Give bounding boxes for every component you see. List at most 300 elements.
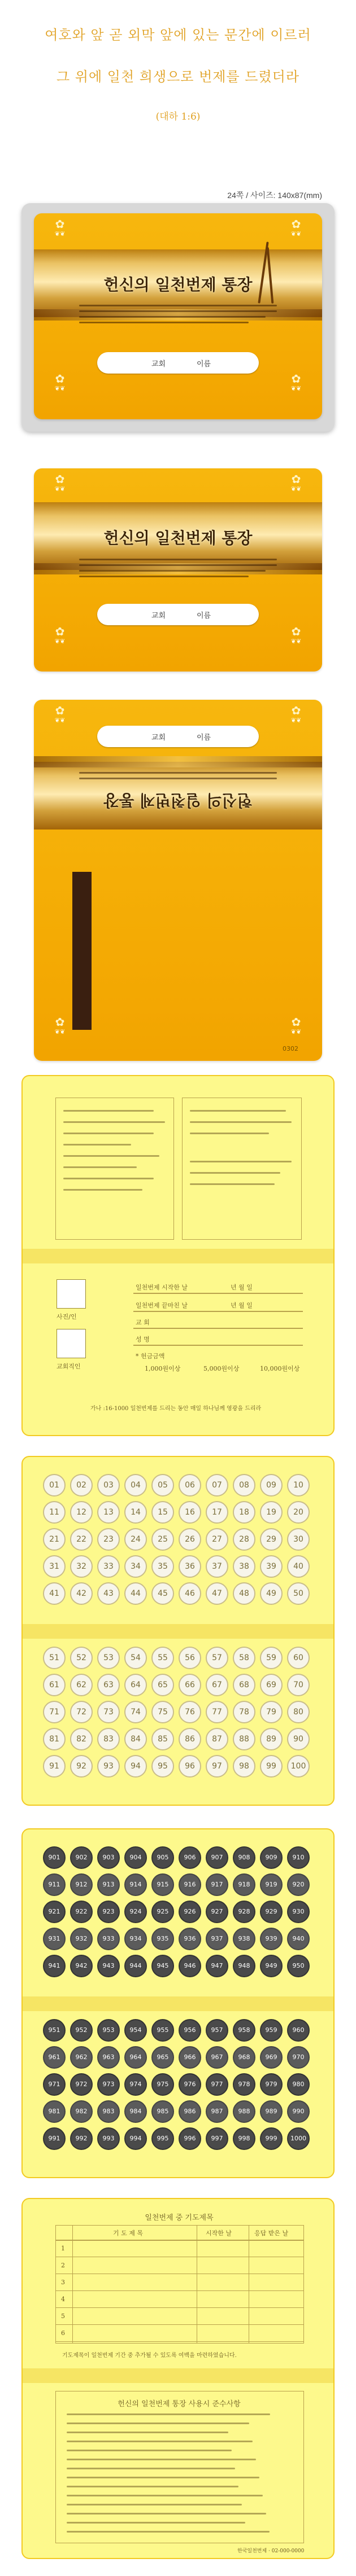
number-circle[interactable]: 100 — [287, 1755, 310, 1778]
number-circle[interactable]: 27 — [206, 1528, 228, 1551]
corner-ornament-icon: ✿ ❦❦ — [290, 472, 302, 493]
number-circle[interactable]: 90 — [287, 1728, 310, 1750]
number-circle[interactable]: 918 — [233, 1873, 255, 1896]
number-circle[interactable]: 986 — [179, 2100, 201, 2123]
number-circle[interactable]: 24 — [124, 1528, 147, 1551]
number-circle[interactable]: 11 — [43, 1501, 66, 1524]
number-circle[interactable]: 915 — [151, 1873, 174, 1896]
number-circle[interactable]: 26 — [179, 1528, 201, 1551]
number-circle[interactable]: 94 — [124, 1755, 147, 1778]
number-circle[interactable]: 32 — [70, 1555, 93, 1578]
number-circle[interactable]: 03 — [97, 1474, 120, 1497]
number-circle[interactable]: 954 — [124, 2019, 147, 2042]
number-circle[interactable]: 901 — [43, 1846, 66, 1869]
number-circle[interactable]: 973 — [97, 2073, 120, 2096]
number-circle[interactable]: 54 — [124, 1647, 147, 1669]
number-circle[interactable]: 983 — [97, 2100, 120, 2123]
number-circle[interactable]: 991 — [43, 2127, 66, 2150]
spec-label: 24쪽 / 사이즈: 140x87(mm) — [227, 191, 322, 200]
number-circle[interactable]: 98 — [233, 1755, 255, 1778]
number-circle[interactable]: 31 — [43, 1555, 66, 1578]
number-circle[interactable]: 946 — [179, 1955, 201, 1977]
number-circle[interactable]: 28 — [233, 1528, 255, 1551]
number-circle[interactable]: 947 — [206, 1955, 228, 1977]
number-circle[interactable]: 940 — [287, 1928, 310, 1950]
inner-fold — [23, 1249, 333, 1263]
corner-ornament-icon: ✿ ❦❦ — [290, 625, 302, 645]
corner-ornament-icon: ✿ ❦❦ — [290, 1015, 302, 1035]
number-circle[interactable]: 919 — [260, 1873, 283, 1896]
name-label: 이름 — [197, 612, 211, 620]
cover-title: 헌신의 일천번제 통장 — [103, 275, 253, 294]
church-label: 교회 — [151, 734, 166, 742]
number-circle[interactable]: 938 — [233, 1928, 255, 1950]
number-circle[interactable]: 39 — [260, 1555, 283, 1578]
number-circle[interactable]: 75 — [151, 1701, 174, 1723]
number-circle[interactable]: 01 — [43, 1474, 66, 1497]
number-circle[interactable]: 990 — [287, 2100, 310, 2123]
number-circle[interactable]: 931 — [43, 1928, 66, 1950]
number-circle[interactable]: 34 — [124, 1555, 147, 1578]
number-circle[interactable]: 909 — [260, 1846, 283, 1869]
rules-text-line — [67, 2413, 270, 2415]
inner-fold — [23, 1996, 333, 2011]
number-circle[interactable]: 56 — [179, 1647, 201, 1669]
number-circle[interactable]: 920 — [287, 1873, 310, 1896]
number-circle[interactable]: 948 — [233, 1955, 255, 1977]
rules-title: 헌신의 일천번제 통장 사용시 준수사항 — [118, 2400, 241, 2408]
number-circle[interactable]: 923 — [97, 1901, 120, 1923]
prayer-note: 기도제목이 일천번제 기간 중 추가될 수 있도록 여백을 마련하였습니다. — [62, 2353, 237, 2359]
number-circle[interactable]: 37 — [206, 1555, 228, 1578]
inner-fold — [23, 2368, 333, 2383]
number-circle[interactable]: 943 — [97, 1955, 120, 1977]
options-label: * 헌금금액 — [136, 1353, 165, 1360]
number-circle[interactable]: 35 — [151, 1555, 174, 1578]
number-circle[interactable]: 86 — [179, 1728, 201, 1750]
number-circle[interactable]: 956 — [179, 2019, 201, 2042]
number-circle[interactable]: 19 — [260, 1501, 283, 1524]
number-circle[interactable]: 906 — [179, 1846, 201, 1869]
rules-text-line — [67, 2459, 256, 2460]
verse-line-2: 그 위에 일천 희생으로 번제를 드렸더라 — [56, 69, 300, 85]
number-circle[interactable]: 976 — [179, 2073, 201, 2096]
number-circle[interactable]: 933 — [97, 1928, 120, 1950]
prayer-page — [21, 2198, 335, 2559]
text-line — [63, 1155, 159, 1157]
row-line — [133, 1328, 303, 1329]
number-circle[interactable]: 965 — [151, 2046, 174, 2069]
number-circle[interactable]: 95 — [151, 1755, 174, 1778]
corner-ornament-icon: ✿ ❦❦ — [54, 372, 66, 392]
number-circle[interactable]: 53 — [97, 1647, 120, 1669]
number-circle[interactable]: 972 — [70, 2073, 93, 2096]
number-circle[interactable]: 22 — [70, 1528, 93, 1551]
number-circle[interactable]: 998 — [233, 2127, 255, 2150]
row-line — [133, 1311, 303, 1312]
number-circle[interactable]: 971 — [43, 2073, 66, 2096]
number-circle[interactable]: 68 — [233, 1674, 255, 1696]
number-circle[interactable]: 44 — [124, 1582, 147, 1605]
number-circle[interactable]: 992 — [70, 2127, 93, 2150]
text-line — [63, 1166, 137, 1168]
number-circle[interactable]: 913 — [97, 1873, 120, 1896]
number-circle[interactable]: 57 — [206, 1647, 228, 1669]
number-circle[interactable]: 60 — [287, 1647, 310, 1669]
number-circle[interactable]: 932 — [70, 1928, 93, 1950]
number-circle[interactable]: 955 — [151, 2019, 174, 2042]
number-circle[interactable]: 09 — [260, 1474, 283, 1497]
number-circle[interactable]: 93 — [97, 1755, 120, 1778]
number-circle[interactable]: 928 — [233, 1901, 255, 1923]
text-line — [190, 1183, 275, 1185]
number-circle[interactable]: 62 — [70, 1674, 93, 1696]
row-line — [55, 2341, 304, 2342]
number-circle[interactable]: 73 — [97, 1701, 120, 1723]
number-circle[interactable]: 25 — [151, 1528, 174, 1551]
number-circle[interactable]: 1000 — [287, 2127, 310, 2150]
number-circle[interactable]: 12 — [70, 1501, 93, 1524]
number-circle[interactable]: 65 — [151, 1674, 174, 1696]
number-circle[interactable]: 911 — [43, 1873, 66, 1896]
number-circle[interactable]: 942 — [70, 1955, 93, 1977]
row-line — [133, 1293, 303, 1294]
col-divider — [72, 2225, 73, 2344]
number-circle[interactable]: 02 — [70, 1474, 93, 1497]
number-circle[interactable]: 981 — [43, 2100, 66, 2123]
rules-text-line — [67, 2486, 238, 2487]
number-circle[interactable]: 61 — [43, 1674, 66, 1696]
number-circle[interactable]: 71 — [43, 1701, 66, 1723]
number-circle[interactable]: 70 — [287, 1674, 310, 1696]
prayer-table-title: 일천번제 중 기도제목 — [145, 2214, 214, 2222]
number-circle[interactable]: 89 — [260, 1728, 283, 1750]
number-circle[interactable]: 36 — [179, 1555, 201, 1578]
text-line — [190, 1161, 292, 1162]
row-number: 4 — [61, 2296, 65, 2303]
table-line — [55, 2240, 304, 2241]
number-circle[interactable]: 15 — [151, 1501, 174, 1524]
number-circle[interactable]: 936 — [179, 1928, 201, 1950]
row-label: 일천번제 시작한 날 — [136, 1284, 188, 1291]
number-circle[interactable]: 997 — [206, 2127, 228, 2150]
number-circle[interactable]: 43 — [97, 1582, 120, 1605]
option-1[interactable]: 1,000원이상 — [145, 1365, 181, 1372]
number-circle[interactable]: 85 — [151, 1728, 174, 1750]
corner-ornament-icon: ✿ ❦❦ — [290, 217, 302, 238]
text-line — [190, 1133, 269, 1134]
number-circle[interactable]: 82 — [70, 1728, 93, 1750]
number-circle[interactable]: 975 — [151, 2073, 174, 2096]
magnetic-strip — [72, 872, 92, 1030]
number-circle[interactable]: 937 — [206, 1928, 228, 1950]
number-circle[interactable]: 905 — [151, 1846, 174, 1869]
number-circle[interactable]: 930 — [287, 1901, 310, 1923]
number-circle[interactable]: 989 — [260, 2100, 283, 2123]
number-circle[interactable]: 916 — [179, 1873, 201, 1896]
number-circle[interactable]: 14 — [124, 1501, 147, 1524]
number-circle[interactable]: 63 — [97, 1674, 120, 1696]
number-circle[interactable]: 47 — [206, 1582, 228, 1605]
number-circle[interactable]: 33 — [97, 1555, 120, 1578]
number-page-2 — [21, 1828, 335, 2178]
number-circle[interactable]: 06 — [179, 1474, 201, 1497]
number-circle[interactable]: 16 — [179, 1501, 201, 1524]
number-circle[interactable]: 81 — [43, 1728, 66, 1750]
number-circle[interactable]: 970 — [287, 2046, 310, 2069]
number-circle[interactable]: 29 — [260, 1528, 283, 1551]
number-circle[interactable]: 08 — [233, 1474, 255, 1497]
rules-text-line — [67, 2441, 253, 2442]
number-circle[interactable]: 952 — [70, 2019, 93, 2042]
number-circle[interactable]: 925 — [151, 1901, 174, 1923]
number-circle[interactable]: 964 — [124, 2046, 147, 2069]
number-circle[interactable]: 914 — [124, 1873, 147, 1896]
row-number: 1 — [61, 2245, 65, 2252]
number-circle[interactable]: 64 — [124, 1674, 147, 1696]
number-circle[interactable]: 927 — [206, 1901, 228, 1923]
number-circle[interactable]: 980 — [287, 2073, 310, 2096]
number-circle[interactable]: 957 — [206, 2019, 228, 2042]
number-circle[interactable]: 960 — [287, 2019, 310, 2042]
number-circle[interactable]: 978 — [233, 2073, 255, 2096]
cover-card — [34, 213, 322, 419]
rules-text-line — [67, 2432, 228, 2433]
number-circle[interactable]: 80 — [287, 1701, 310, 1723]
row-line — [55, 2290, 304, 2291]
number-circle[interactable]: 48 — [233, 1582, 255, 1605]
number-circle[interactable]: 985 — [151, 2100, 174, 2123]
text-line — [63, 1121, 165, 1123]
number-circle[interactable]: 988 — [233, 2100, 255, 2123]
number-circle[interactable]: 13 — [97, 1501, 120, 1524]
text-line — [63, 1189, 142, 1191]
number-circle[interactable]: 969 — [260, 2046, 283, 2069]
number-circle[interactable]: 51 — [43, 1647, 66, 1669]
number-circle[interactable]: 45 — [151, 1582, 174, 1605]
text-line — [63, 1144, 131, 1146]
number-circle[interactable]: 941 — [43, 1955, 66, 1977]
number-circle[interactable]: 912 — [70, 1873, 93, 1896]
number-circle[interactable]: 49 — [260, 1582, 283, 1605]
number-circle[interactable]: 88 — [233, 1728, 255, 1750]
number-circle[interactable]: 902 — [70, 1846, 93, 1869]
number-circle[interactable]: 953 — [97, 2019, 120, 2042]
number-circle[interactable]: 99 — [260, 1755, 283, 1778]
number-circle[interactable]: 05 — [151, 1474, 174, 1497]
number-circle[interactable]: 58 — [233, 1647, 255, 1669]
front-verse-text-line — [79, 559, 277, 560]
front-verse-text-line — [79, 576, 249, 577]
front-nameplate[interactable] — [97, 604, 259, 625]
table-header: 시작한 날 — [206, 2230, 232, 2237]
number-circle[interactable]: 76 — [179, 1701, 201, 1723]
corner-ornament-icon: ✿ ❦❦ — [54, 704, 66, 724]
number-circle[interactable]: 50 — [287, 1582, 310, 1605]
number-circle[interactable]: 41 — [43, 1582, 66, 1605]
number-circle[interactable]: 66 — [179, 1674, 201, 1696]
number-circle[interactable]: 79 — [260, 1701, 283, 1723]
rules-text-line — [67, 2522, 245, 2524]
number-circle[interactable]: 999 — [260, 2127, 283, 2150]
cover-verse-text-line — [79, 316, 266, 318]
number-circle[interactable]: 921 — [43, 1901, 66, 1923]
text-line — [190, 1172, 280, 1174]
row-number: 2 — [61, 2262, 65, 2269]
row-line — [55, 2307, 304, 2308]
corner-ornament-icon: ✿ ❦❦ — [54, 625, 66, 645]
verse-line-1: 여호와 앞 곧 외막 앞에 있는 문간에 이르러 — [45, 27, 311, 43]
option-2[interactable]: 5,000원이상 — [203, 1365, 240, 1372]
number-circle[interactable]: 38 — [233, 1555, 255, 1578]
number-circle[interactable]: 926 — [179, 1901, 201, 1923]
number-circle[interactable]: 994 — [124, 2127, 147, 2150]
number-circle[interactable]: 910 — [287, 1846, 310, 1869]
number-circle[interactable]: 962 — [70, 2046, 93, 2069]
rules-text-line — [67, 2513, 266, 2514]
number-circle[interactable]: 974 — [124, 2073, 147, 2096]
option-3[interactable]: 10,000원이상 — [260, 1365, 300, 1372]
rules-text-line — [67, 2504, 242, 2505]
number-circle[interactable]: 996 — [179, 2127, 201, 2150]
back-nameplate[interactable] — [97, 726, 259, 747]
number-circle[interactable]: 995 — [151, 2127, 174, 2150]
number-circle[interactable]: 963 — [97, 2046, 120, 2069]
number-circle[interactable]: 968 — [233, 2046, 255, 2069]
number-circle[interactable]: 84 — [124, 1728, 147, 1750]
rules-text-line — [67, 2450, 232, 2451]
number-circle[interactable]: 69 — [260, 1674, 283, 1696]
number-circle[interactable]: 961 — [43, 2046, 66, 2069]
rules-text-line — [67, 2531, 270, 2533]
number-circle[interactable]: 959 — [260, 2019, 283, 2042]
number-circle[interactable]: 966 — [179, 2046, 201, 2069]
cover-verse-text-line — [79, 305, 277, 306]
corner-ornament-icon: ✿ ❦❦ — [54, 472, 66, 493]
front-verse-text-line — [79, 570, 266, 572]
number-circle[interactable]: 52 — [70, 1647, 93, 1669]
number-circle[interactable]: 55 — [151, 1647, 174, 1669]
text-line — [63, 1133, 154, 1134]
number-circle[interactable]: 903 — [97, 1846, 120, 1869]
rules-text-line — [67, 2495, 263, 2496]
number-circle[interactable]: 949 — [260, 1955, 283, 1977]
prayer-table — [55, 2225, 304, 2344]
number-circle[interactable]: 04 — [124, 1474, 147, 1497]
rules-text-line — [67, 2468, 235, 2469]
number-circle[interactable]: 977 — [206, 2073, 228, 2096]
row-line — [55, 2324, 304, 2325]
number-circle[interactable]: 18 — [233, 1501, 255, 1524]
row-line — [133, 1345, 303, 1346]
number-circle[interactable]: 979 — [260, 2073, 283, 2096]
number-circle[interactable]: 77 — [206, 1701, 228, 1723]
number-circle[interactable]: 17 — [206, 1501, 228, 1524]
number-circle[interactable]: 42 — [70, 1582, 93, 1605]
cover-verse-text-line — [79, 322, 249, 323]
number-circle[interactable]: 908 — [233, 1846, 255, 1869]
number-circle[interactable]: 993 — [97, 2127, 120, 2150]
number-circle[interactable]: 934 — [124, 1928, 147, 1950]
row-label: 일천번제 끝마친 날 — [136, 1302, 188, 1309]
row-number: 6 — [61, 2329, 65, 2337]
number-circle[interactable]: 91 — [43, 1755, 66, 1778]
number-circle[interactable]: 30 — [287, 1528, 310, 1551]
number-circle[interactable]: 904 — [124, 1846, 147, 1869]
number-circle[interactable]: 96 — [179, 1755, 201, 1778]
inner-fold — [23, 1624, 333, 1639]
corner-ornament-icon: ✿ ❦❦ — [290, 372, 302, 392]
number-circle[interactable]: 92 — [70, 1755, 93, 1778]
table-header: 기 도 제 목 — [113, 2230, 143, 2237]
number-circle[interactable]: 21 — [43, 1528, 66, 1551]
number-circle[interactable]: 59 — [260, 1647, 283, 1669]
rules-text-line — [67, 2477, 259, 2478]
number-circle[interactable]: 984 — [124, 2100, 147, 2123]
name-label: 이름 — [197, 734, 211, 742]
number-circle[interactable]: 87 — [206, 1728, 228, 1750]
number-circle[interactable]: 83 — [97, 1728, 120, 1750]
text-line — [190, 1121, 292, 1123]
number-circle[interactable]: 907 — [206, 1846, 228, 1869]
number-circle[interactable]: 935 — [151, 1928, 174, 1950]
row-number: 5 — [61, 2312, 65, 2320]
cover-nameplate[interactable] — [97, 352, 259, 374]
seal-box[interactable] — [57, 1329, 86, 1358]
number-circle[interactable]: 97 — [206, 1755, 228, 1778]
number-circle[interactable]: 944 — [124, 1955, 147, 1977]
number-circle[interactable]: 922 — [70, 1901, 93, 1923]
number-circle[interactable]: 967 — [206, 2046, 228, 2069]
number-circle[interactable]: 67 — [206, 1674, 228, 1696]
front-title: 헌신의 일천번제 통장 — [103, 529, 253, 547]
number-circle[interactable]: 10 — [287, 1474, 310, 1497]
number-circle[interactable]: 958 — [233, 2019, 255, 2042]
info-box-left — [55, 1098, 174, 1240]
verse-reference: (대하 1:6) — [155, 111, 201, 122]
photo-box[interactable] — [57, 1279, 86, 1309]
number-circle[interactable]: 917 — [206, 1873, 228, 1896]
number-circle[interactable]: 23 — [97, 1528, 120, 1551]
number-circle[interactable]: 939 — [260, 1928, 283, 1950]
inner-page-info — [21, 1075, 335, 1436]
front-verse-text-line — [79, 564, 277, 566]
number-circle[interactable]: 924 — [124, 1901, 147, 1923]
photo-label: 사진/인 — [57, 1313, 77, 1320]
church-label: 교회 — [151, 612, 166, 620]
number-circle[interactable]: 929 — [260, 1901, 283, 1923]
inner-footer-text: 가나 :16-1000 일천번제를 드리는 동안 매일 하나님께 영광을 드리라 — [90, 1406, 262, 1412]
number-circle[interactable]: 982 — [70, 2100, 93, 2123]
number-circle[interactable]: 40 — [287, 1555, 310, 1578]
number-circle[interactable]: 78 — [233, 1701, 255, 1723]
number-circle[interactable]: 74 — [124, 1701, 147, 1723]
number-circle[interactable]: 07 — [206, 1474, 228, 1497]
row-value: 년 월 일 — [231, 1284, 253, 1291]
text-line — [63, 1178, 154, 1179]
number-circle[interactable]: 46 — [179, 1582, 201, 1605]
seal-label: 교회직인 — [57, 1363, 81, 1370]
number-circle[interactable]: 951 — [43, 2019, 66, 2042]
number-circle[interactable]: 72 — [70, 1701, 93, 1723]
number-circle[interactable]: 20 — [287, 1501, 310, 1524]
number-circle[interactable]: 987 — [206, 2100, 228, 2123]
number-circle[interactable]: 945 — [151, 1955, 174, 1977]
text-line — [63, 1110, 154, 1112]
back-band-2 — [34, 756, 322, 767]
rules-text-line — [67, 2423, 249, 2424]
number-circle[interactable]: 950 — [287, 1955, 310, 1977]
